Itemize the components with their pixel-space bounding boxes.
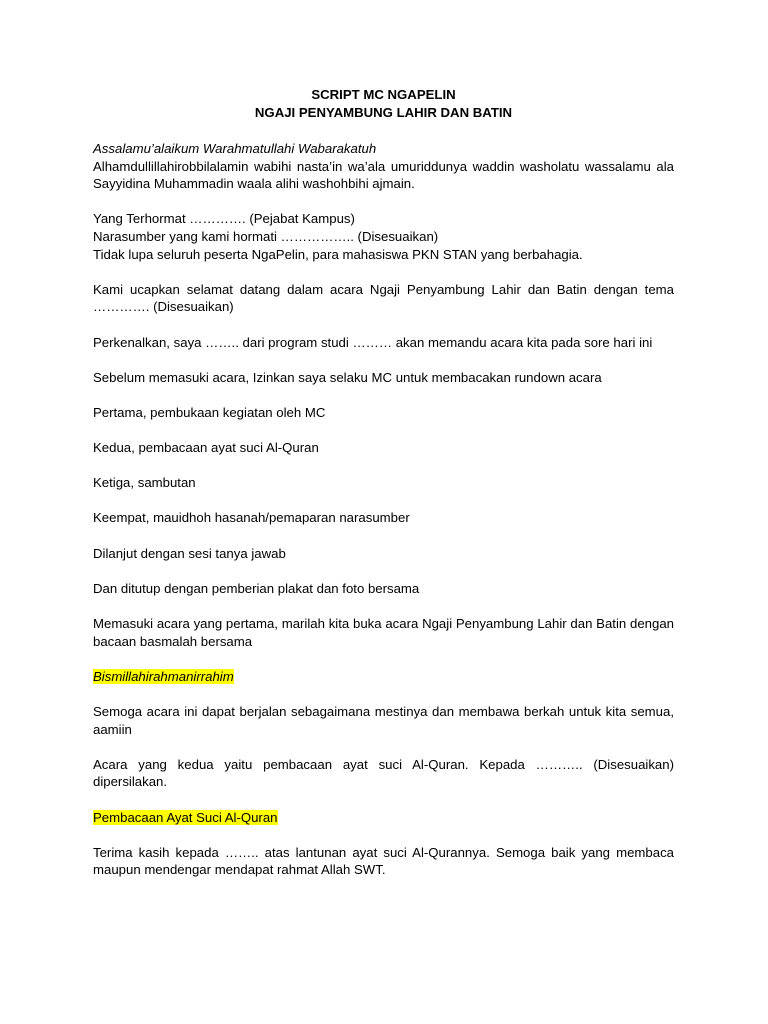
- honor-line-2: Narasumber yang kami hormati …………….. (Disesuaikan): [93, 228, 439, 244]
- honorifics: [93, 210, 674, 263]
- rundown-item-6: Dan ditutup dengan pemberian plakat dan foto bersama: [93, 580, 420, 596]
- document-body: [93, 86, 674, 897]
- rundown-item-5: Dilanjut dengan sesi tanya jawab: [93, 545, 286, 561]
- rundown-item-4: Keempat, mauidhoh hasanah/pemaparan narasumber: [93, 510, 410, 526]
- rundown-item-1: Pertama, pembukaan kegiatan oleh MC: [93, 404, 326, 420]
- intro-paragraph: Perkenalkan, saya …….. dari program studi ……… akan memandu acara kita pada sore hari ini: [93, 334, 653, 350]
- quran-reading-highlight: Pembacaan Ayat Suci Al-Quran: [93, 809, 278, 825]
- honor-line-3: Tidak lupa seluruh peserta NgaPelin, para mahasiswa PKN STAN yang berbahagia.: [93, 246, 583, 262]
- opening-paragraph: Alhamdullillahirobbilalamin wabihi nasta’in wa’ala umuriddunya waddin washolatu wassalamu ala Sayyidina Muhammadin waala alihi washohbihi ajmain.: [93, 158, 674, 192]
- rundown-item-2: Kedua, pembacaan ayat suci Al-Quran: [93, 440, 319, 456]
- thanks-paragraph: Terima kasih kepada …….. atas lantunan ayat suci Al-Qurannya. Semoga baik yang membaca maupun mendengar mendapat rahmat Allah SWT.: [93, 844, 674, 878]
- welcome-paragraph: Kami ucapkan selamat datang dalam acara Ngaji Penyambung Lahir dan Batin dengan tema …………. (Disesuaikan): [93, 281, 674, 315]
- title-block: [93, 86, 674, 122]
- quran-reading-line: [93, 809, 674, 827]
- honor-line-1: Yang Terhormat …………. (Pejabat Kampus): [93, 211, 355, 227]
- rundown-item-3: Ketiga, sambutan: [93, 475, 196, 491]
- hope-paragraph: Semoga acara ini dapat berjalan sebagaimana mestinya dan membawa berkah untuk kita semua, aamiin: [93, 704, 674, 737]
- title-line-2: NGAJI PENYAMBUNG LAHIR DAN BATIN: [254, 105, 513, 120]
- first-event-paragraph: Memasuki acara yang pertama, marilah kita buka acara Ngaji Penyambung Lahir dan Batin dengan bacaan basmalah bersama: [93, 616, 674, 649]
- second-event-paragraph: Acara yang kedua yaitu pembacaan ayat suci Al-Quran. Kepada ……….. (Disesuaikan) dipersilakan.: [93, 756, 674, 790]
- greeting: Assalamu’alaikum Warahmatullahi Wabarakatuh: [93, 141, 377, 156]
- basmalah-line: [93, 668, 674, 686]
- title-line-1: SCRIPT MC NGAPELIN: [311, 87, 456, 102]
- rundown-intro: Sebelum memasuki acara, Izinkan saya selaku MC untuk membacakan rundown acara: [93, 369, 602, 385]
- basmalah-highlight: Bismillahirahmanirrahim: [93, 668, 234, 684]
